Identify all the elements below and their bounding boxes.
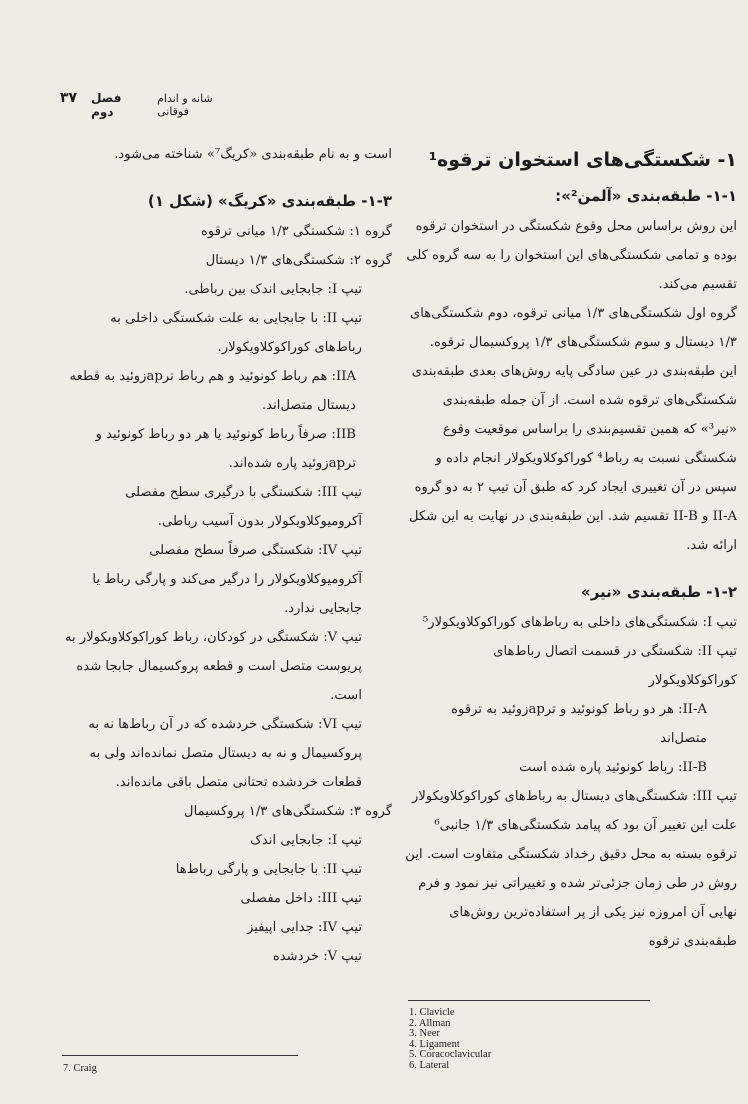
footnote: 7. Craig [63, 1063, 97, 1074]
section-heading: ۱-۱- طبقه‌بندی «آلمن²»: [555, 187, 737, 205]
paragraph: تیپ IV: جدایی اپیفیز [247, 920, 362, 935]
footnote-rule-right [408, 1000, 650, 1001]
paragraph: گروه ۱: شکستگی ۱/۳ میانی ترقوه [200, 224, 392, 239]
section-heading: ۱-۲- طبقه‌بندی «نیر» [581, 583, 737, 601]
paragraph: تیپ V: خردشده [272, 949, 362, 964]
right-column [405, 140, 737, 956]
spacer [62, 169, 392, 185]
paragraph: تیپ I: جابجایی اندک بین رباطی. [184, 282, 362, 297]
paragraph: تیپ III: شکستگی‌های دیستال به رباط‌های کوراکوکلاویکولار [411, 789, 737, 804]
paragraph: II-B: رباط کونوئید پاره شده است [519, 760, 707, 775]
paragraph: II-A: هر دو رباط کونوئید و ترapزوئید به ترقوه متصل‌اند [451, 702, 707, 746]
spacer [405, 560, 737, 576]
footnote: 2. Allman [409, 1017, 451, 1029]
paragraph: تیپ III: شکستگی با درگیری سطح مفصلی آکرومیوکلاویکولار بدون آسیب رباطی. [125, 485, 362, 529]
footnote: 6. Lateral [409, 1059, 450, 1071]
section-heading: ۱- شکستگی‌های استخوان ترقوه¹ [428, 149, 737, 171]
paragraph: تیپ VI: شکستگی خردشده که در آن رباط‌ها نه به پروکسیمال و نه به دیستال متصل نمانده‌اند ولی به قطعات خردشده تحتانی متصل باقی مانده‌اند. [88, 717, 362, 790]
footnote: 3. Neer [409, 1028, 440, 1040]
paragraph: گروه اول شکستگی‌های ۱/۳ میانی ترقوه، دوم شکستگی‌های ۱/۳ دیستال و سوم شکستگی‌های ۱/۳ پروکسیمال ترقوه. [409, 306, 737, 350]
paragraph: گروه ۲: شکستگی‌های ۱/۳ دیستال [205, 253, 392, 268]
paragraph: تیپ II: شکستگی در قسمت اتصال رباط‌های کوراکوکلاویکولار [493, 644, 737, 688]
footnote: 1. Clavicle [409, 1007, 455, 1018]
footnote: 5. Coracoclavicular [409, 1049, 492, 1061]
paragraph: است و به نام طبقه‌بندی «کریگ⁷» شناخته می‌شود. [114, 147, 392, 162]
paragraph: تیپ I: شکستگی‌های داخلی به رباط‌های کوراکوکلاویکولار⁵ [422, 615, 737, 630]
paragraph: گروه ۳: شکستگی‌های ۱/۳ پروکسیمال [184, 804, 392, 819]
paragraph: این طبقه‌بندی در عین سادگی پایه روش‌های بعدی طبقه‌بندی شکستگی‌های ترقوه شده است. از آن جمله طبقه‌بندی «نیر³» که همین تقسیم‌بندی را براساس موقعیت وقوع شکستگی نسبت به رباط⁴ کوراکوکلاویکولار انجام داده و سپس در آن تغییری ایجاد کرد که طبق آن تیپ ۲ به دو گروه II-A و II-B تقسیم شد. این طبقه‌بندی در نهایت به این شکل ارائه شد. [408, 364, 737, 553]
footnote-rule-left [62, 1055, 298, 1056]
paragraph: تیپ I: جابجایی اندک [250, 833, 362, 848]
paragraph: تیپ II: با جابجایی به علت شکستگی داخلی به رباط‌های کوراکوکلاویکولار. [110, 311, 362, 355]
paragraph: این روش براساس محل وقوع شکستگی در استخوان ترقوه بوده و تمامی شکستگی‌های این استخوان را به سه گروه کلی تقسیم می‌کند. [406, 219, 737, 292]
chapter-title: فصل دوم [91, 91, 122, 119]
running-header [60, 90, 240, 119]
paragraph: IIB: صرفاً رباط کونوئید یا هر دو رباط کونوئید و ترapزوئید پاره شده‌اند. [95, 427, 356, 471]
footnote: 4. Ligament [409, 1038, 460, 1050]
paragraph: تیپ II: با جابجایی و پارگی رباط‌ها [175, 862, 362, 877]
left-column [62, 140, 392, 971]
paragraph: IIA: هم رباط کونوئید و هم رباط ترapزوئید به قطعه دیستال متصل‌اند. [69, 369, 356, 413]
paragraph: علت این تغییر آن بود که پیامد شکستگی‌های ۱/۳ جانبی⁶ ترقوه بسته به محل دقیق رخداد شکستگی متفاوت است. این روش در طی زمان جزئی‌تر شده و تغییراتی نیز نمود و فرم نهایی آن امروزه نیز یکی از پر استفاده‌ترین روش‌های طبقه‌بندی ترقوه [405, 818, 737, 949]
footnotes-right [409, 1008, 491, 1072]
paragraph: تیپ IV: شکستگی صرفاً سطح مفصلی آکرومیوکلاویکولار را درگیر می‌کند و پارگی رباط یا جابجایی ندارد. [92, 543, 362, 616]
paragraph: تیپ V: شکستگی در کودکان، رباط کوراکوکلاویکولار به پریوست متصل است و قطعه پروکسیمال جابجا شده است. [64, 630, 362, 703]
footnotes-left [63, 1064, 97, 1075]
paragraph: تیپ III: داخل مفصلی [240, 891, 362, 906]
page-number: ۳۷ [60, 90, 78, 106]
section-heading: ۱-۳- طبقه‌بندی «کریگ» (شکل ۱) [147, 192, 392, 210]
chapter-subtitle: شانه و اندام فوقانی [157, 92, 213, 118]
